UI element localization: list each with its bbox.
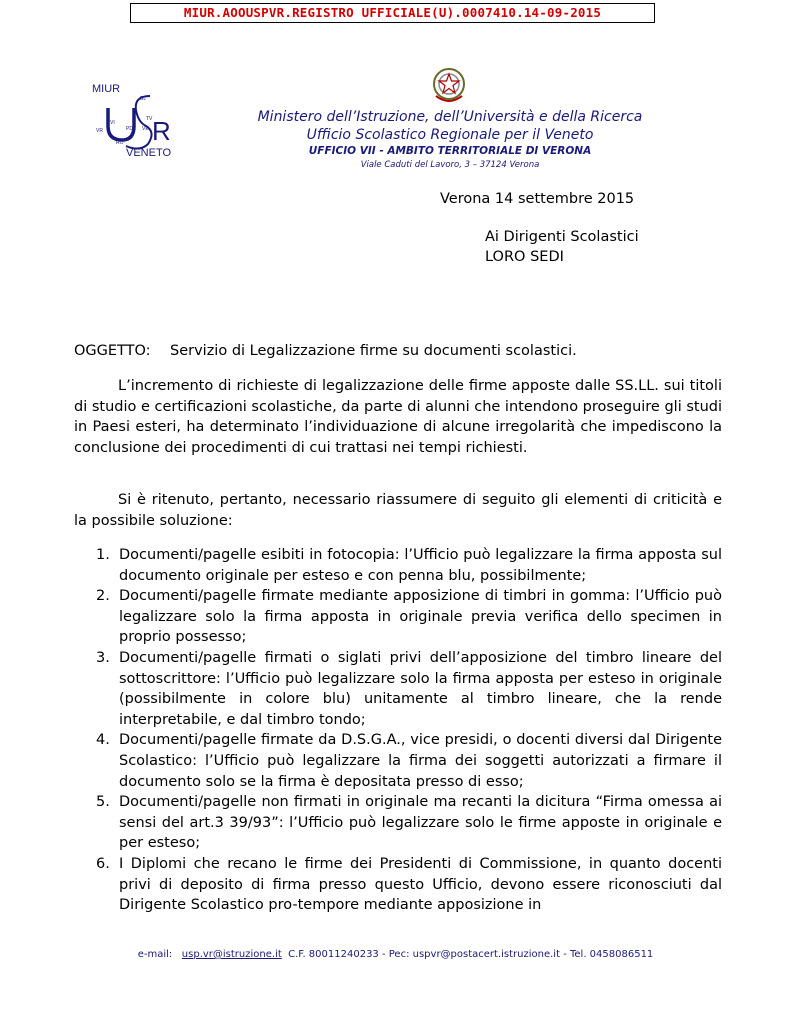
subject-line bbox=[74, 341, 577, 361]
list-item-text: Documenti/pagelle firmati o siglati privi dell’apposizione del timbro lineare del sottoscrittore: l’Ufficio può legalizzare solo la firma apposta per esteso in originale (possibilmente in colore blu) unitamente al timbro lineare, che la rende interpretabile, e dal timbro tondo; bbox=[119, 649, 722, 728]
list-item-number: 5. bbox=[96, 794, 110, 811]
addressee bbox=[485, 227, 639, 267]
logo-prov-pd: PD bbox=[126, 126, 133, 132]
list-item-number: 4. bbox=[96, 732, 110, 749]
logo-prov-bl: BL bbox=[140, 96, 147, 102]
usr-veneto-logo bbox=[90, 80, 180, 160]
logo-bottom-text: VENETO bbox=[126, 147, 172, 159]
italian-republic-emblem-icon bbox=[431, 66, 467, 106]
letterhead bbox=[240, 108, 660, 171]
list-item-text: I Diplomi che recano le firme dei Presidenti di Commissione, in quanto docenti privi di deposito di firma presso questo Ufficio, devono essere riconosciuti dal Dirigente Scolastico pro-tempore mediante apposizione in bbox=[119, 855, 722, 914]
addressee-line-1: Ai Dirigenti Scolastici bbox=[485, 229, 639, 245]
logo-letter-r: R bbox=[152, 116, 171, 146]
footer-contacts: C.F. 80011240233 - Pec: uspvr@postacert.istruzione.it - Tel. 0458086511 bbox=[288, 949, 654, 960]
subject-text: Servizio di Legalizzazione firme su documenti scolastici. bbox=[170, 343, 577, 359]
logo-prov-ro: RO bbox=[116, 140, 124, 146]
list-item-number: 3. bbox=[96, 649, 110, 666]
list-item bbox=[96, 586, 722, 648]
list-item bbox=[96, 648, 722, 730]
body-paragraph-2: Si è ritenuto, pertanto, necessario riassumere di seguito gli elementi di criticità e la possibile soluzione: bbox=[74, 492, 722, 529]
list-item-number: 6. bbox=[96, 855, 110, 872]
criticality-list bbox=[96, 545, 722, 916]
list-item-text: Documenti/pagelle firmate da D.S.G.A., vice presidi, o docenti diversi dal Dirigente Scolastico: l’Ufficio può legalizzare la firma dei soggetti autorizzati a firmare il documento solo se la firma è depositata presso di esso; bbox=[119, 732, 722, 790]
page-footer bbox=[0, 949, 791, 960]
unit-name: UFFICIO VII - AMBITO TERRITORIALE DI VERONA bbox=[308, 145, 592, 157]
protocol-stamp: MIUR.AOOUSPVR.REGISTRO UFFICIALE(U).0007410.14-09-2015 bbox=[130, 3, 655, 23]
list-item-text: Documenti/pagelle non firmati in originale ma recanti la dicitura “Firma omessa ai sensi del art.3 39/93”: l’Ufficio può legalizzare solo le firme apposte in originale e per esteso; bbox=[119, 794, 722, 852]
logo-prov-ve: VE bbox=[142, 126, 149, 132]
regional-office-name: Ufficio Scolastico Regionale per il Veneto bbox=[306, 127, 594, 143]
list-item-number: 1. bbox=[96, 547, 110, 563]
addressee-line-2: LORO SEDI bbox=[485, 249, 564, 265]
logo-prov-tv: TV bbox=[146, 116, 153, 122]
list-item bbox=[96, 730, 722, 792]
list-item bbox=[96, 545, 722, 586]
list-item-text: Documenti/pagelle esibiti in fotocopia: l’Ufficio può legalizzare la firma apposta sul documento originale per esteso e con penna blu, possibilmente; bbox=[119, 547, 722, 584]
subject-label: OGGETTO: bbox=[74, 343, 151, 359]
ministry-name: Ministero dell’Istruzione, dell’Università e della Ricerca bbox=[257, 109, 643, 125]
list-item-number: 2. bbox=[96, 588, 110, 605]
office-address: Viale Caduti del Lavoro, 3 – 37124 Verona bbox=[360, 160, 540, 170]
body-paragraph-1: L’incremento di richieste di legalizzazione delle firme apposte dalle SS.LL. sui titoli di studio e certificazioni scolastiche, da parte di alunni che intendono proseguire gli studi in Paesi esteri, ha determinato l’individuazione di alcune irregolarità che impediscono la conclusione dei procedimenti di cui trattasi nei tempi richiesti. bbox=[74, 378, 722, 456]
logo-prov-vi: VI bbox=[110, 120, 115, 126]
letter-date: Verona 14 settembre 2015 bbox=[440, 191, 635, 207]
list-item bbox=[96, 792, 722, 854]
list-item bbox=[96, 854, 722, 916]
logo-top-text: MIUR bbox=[92, 83, 121, 95]
footer-email-label: e-mail: bbox=[137, 949, 173, 960]
footer-email-link[interactable]: usp.vr@istruzione.it bbox=[181, 949, 282, 960]
list-item-text: Documenti/pagelle firmate mediante apposizione di timbri in gomma: l’Ufficio può legalizzare solo la firma apposta in originale previa verifica dello specimen in proprio possesso; bbox=[119, 588, 722, 646]
logo-prov-vr: VR bbox=[96, 128, 103, 134]
